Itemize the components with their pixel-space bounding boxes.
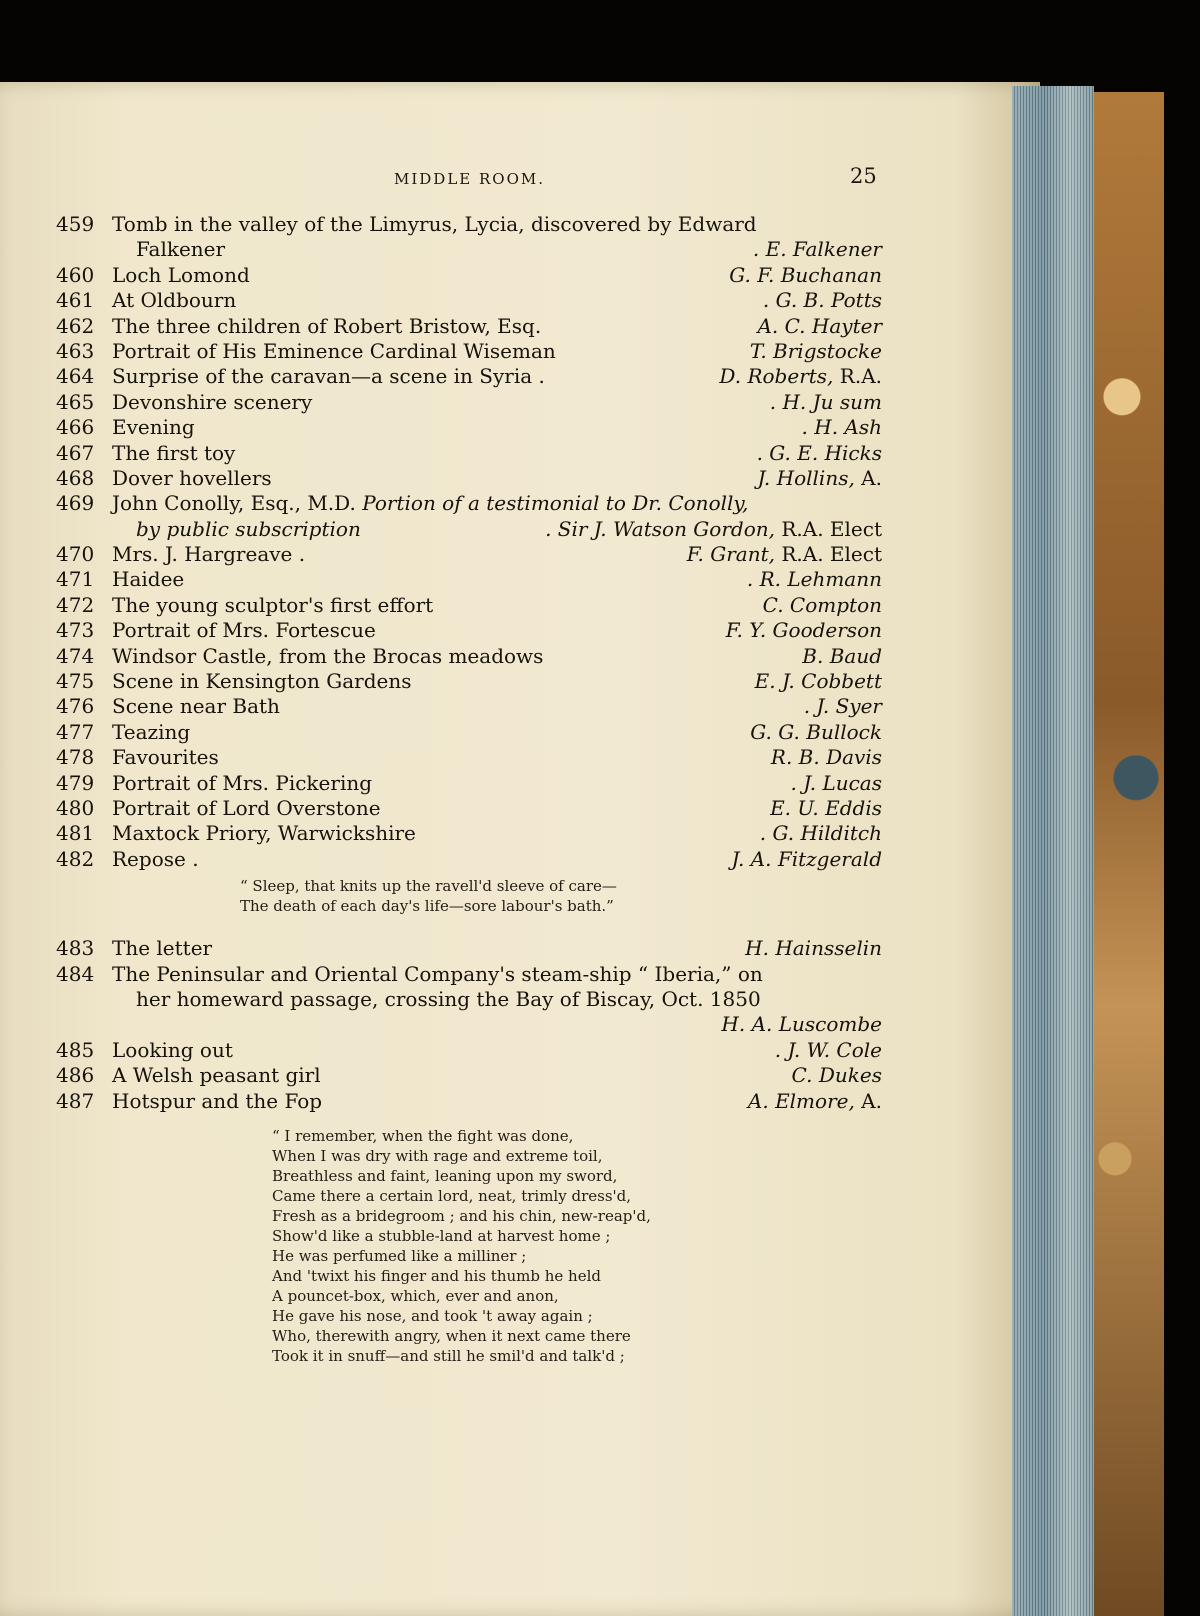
quote-line: Show'd like a stubble-land at harvest home ; bbox=[272, 1226, 611, 1245]
entry-title: Tomb in the valley of the Limyrus, Lycia, discovered by Edward bbox=[112, 212, 757, 236]
catalogue-entry bbox=[0, 390, 1040, 415]
entry-artist: G. G. Bullock bbox=[750, 719, 882, 744]
entry-line bbox=[0, 441, 1040, 466]
quote-line: Took it in snuff—and still he smil'd and talk'd ; bbox=[272, 1346, 625, 1365]
quote-line: “ I remember, when the fight was done, bbox=[272, 1126, 574, 1145]
entry-line bbox=[0, 796, 1040, 821]
entry-number: 474 bbox=[56, 643, 95, 668]
entry-title: Surprise of the caravan—a scene in Syria . bbox=[112, 364, 545, 389]
entry-number: 467 bbox=[56, 440, 95, 465]
entry-artist: H. Hainsselin bbox=[745, 936, 882, 961]
entry-number: 464 bbox=[56, 364, 95, 389]
catalogue-entry bbox=[0, 491, 1040, 542]
entry-line bbox=[0, 1012, 1040, 1037]
entry-title: Teazing bbox=[112, 719, 191, 744]
entry-title: A Welsh peasant girl bbox=[112, 1063, 321, 1088]
catalogue-entry bbox=[0, 847, 1040, 872]
entry-number: 469 bbox=[56, 491, 95, 516]
quote-line: And 'twixt his finger and his thumb he held bbox=[272, 1266, 601, 1285]
catalogue-entry bbox=[0, 466, 1040, 491]
catalogue-entry bbox=[0, 542, 1040, 567]
entry-title: The three children of Robert Bristow, Esq. bbox=[112, 313, 542, 338]
quote-line: Fresh as a bridegroom ; and his chin, new-reap'd, bbox=[272, 1206, 651, 1225]
entry-artist: G. F. Buchanan bbox=[729, 262, 882, 287]
catalogue-entry bbox=[0, 263, 1040, 288]
entry-line bbox=[0, 263, 1040, 288]
entry-title: Portrait of His Eminence Cardinal Wiseman bbox=[112, 338, 556, 363]
running-head: MIDDLE ROOM. bbox=[394, 170, 546, 188]
entry-line bbox=[0, 212, 1040, 237]
artist-suffix: A. bbox=[854, 1088, 882, 1113]
quote-line: Came there a certain lord, neat, trimly dress'd, bbox=[272, 1186, 632, 1205]
artist-suffix: R.A. bbox=[833, 364, 882, 389]
quote-line: Who, therewith angry, when it next came there bbox=[272, 1326, 631, 1345]
entry-title: Falkener bbox=[136, 237, 226, 262]
entry-title: Devonshire scenery bbox=[112, 389, 313, 414]
entry-line bbox=[0, 618, 1040, 643]
catalogue-entry bbox=[0, 415, 1040, 440]
catalogue-entry bbox=[0, 936, 1040, 961]
catalogue-entry bbox=[0, 669, 1040, 694]
entry-number: 477 bbox=[56, 719, 95, 744]
catalogue-entry bbox=[0, 745, 1040, 770]
entry-number: 459 bbox=[56, 212, 95, 236]
entry-title: Repose . bbox=[112, 846, 199, 871]
entry-artist: . G. E. Hicks bbox=[756, 440, 882, 465]
entry-title: Dover hovellers bbox=[112, 465, 272, 490]
entry-artist: H. A. Luscombe bbox=[721, 1012, 882, 1037]
entry-line bbox=[0, 644, 1040, 669]
catalogue-entry bbox=[0, 339, 1040, 364]
entry-line bbox=[0, 314, 1040, 339]
entry-number: 484 bbox=[56, 961, 95, 986]
entry-number: 486 bbox=[56, 1063, 95, 1088]
entry-artist: . J. W. Cole bbox=[774, 1037, 882, 1062]
marbled-board bbox=[1094, 92, 1164, 1616]
entry-artist: C. Dukes bbox=[791, 1063, 882, 1088]
entry-artist: R. B. Davis bbox=[770, 745, 882, 770]
entry-artist: J. A. Fitzgerald bbox=[731, 846, 882, 871]
quotation bbox=[272, 1114, 972, 1372]
catalogue-entry bbox=[0, 212, 1040, 263]
entry-line bbox=[0, 847, 1040, 872]
entry-artist: F. Y. Gooderson bbox=[725, 618, 882, 643]
quotation bbox=[240, 872, 940, 922]
entry-line bbox=[0, 542, 1040, 567]
entry-line bbox=[0, 288, 1040, 313]
entry-line bbox=[0, 517, 1040, 542]
entry-title: by public subscription bbox=[136, 516, 361, 541]
entry-title: John Conolly, Esq., M.D. Portion of a testimonial to Dr. Conolly, bbox=[112, 491, 749, 516]
entry-number: 482 bbox=[56, 846, 95, 871]
entry-title: Loch Lomond bbox=[112, 262, 250, 287]
entry-number: 473 bbox=[56, 618, 95, 643]
entry-artist: A. Elmore, A. bbox=[747, 1088, 882, 1113]
catalogue-entry bbox=[0, 364, 1040, 389]
entry-artist: F. Grant, R.A. Elect bbox=[686, 542, 882, 567]
catalogue-entry bbox=[0, 618, 1040, 643]
entry-line bbox=[0, 593, 1040, 618]
entry-title: her homeward passage, crossing the Bay of Biscay, Oct. 1850 bbox=[136, 986, 761, 1011]
entry-artist: . H. Ash bbox=[801, 415, 882, 440]
catalogue-entry bbox=[0, 567, 1040, 592]
entry-line bbox=[0, 936, 1040, 961]
entry-artist: B. Baud bbox=[802, 643, 882, 668]
catalogue-entry bbox=[0, 771, 1040, 796]
entry-title: Looking out bbox=[112, 1037, 233, 1062]
catalogue-entry bbox=[0, 314, 1040, 339]
catalogue-entry bbox=[0, 720, 1040, 745]
entry-number: 476 bbox=[56, 694, 95, 719]
entry-number: 478 bbox=[56, 745, 95, 770]
entry-number: 480 bbox=[56, 795, 95, 820]
entry-number: 475 bbox=[56, 669, 95, 694]
entry-line bbox=[0, 1038, 1040, 1063]
entry-title: The first toy bbox=[112, 440, 236, 465]
entry-line bbox=[0, 390, 1040, 415]
entry-artist: . J. Syer bbox=[803, 694, 882, 719]
entry-title: Windsor Castle, from the Brocas meadows bbox=[112, 643, 544, 668]
catalogue-entry bbox=[0, 1063, 1040, 1088]
entry-line bbox=[0, 339, 1040, 364]
entry-number: 481 bbox=[56, 821, 95, 846]
catalogue-entry bbox=[0, 644, 1040, 669]
entry-number: 479 bbox=[56, 770, 95, 795]
entry-number: 471 bbox=[56, 567, 95, 592]
catalogue-entry bbox=[0, 796, 1040, 821]
entry-title: Mrs. J. Hargreave . bbox=[112, 542, 306, 567]
entry-title: Evening bbox=[112, 415, 195, 440]
catalogue-entry bbox=[0, 821, 1040, 846]
catalogue-entry bbox=[0, 593, 1040, 618]
entry-title: At Oldbourn bbox=[112, 288, 237, 313]
entry-artist: . G. B. Potts bbox=[762, 288, 882, 313]
quote-line: He gave his nose, and took 't away again ; bbox=[272, 1306, 593, 1325]
entry-number: 472 bbox=[56, 592, 95, 617]
entry-line bbox=[0, 567, 1040, 592]
entry-number: 465 bbox=[56, 389, 95, 414]
catalogue-entry bbox=[0, 962, 1040, 1038]
entry-title: The young sculptor's first effort bbox=[112, 592, 434, 617]
quote-line: The death of each day's life—sore labour's bath.” bbox=[240, 897, 614, 916]
entry-artist: J. Hollins, A. bbox=[757, 465, 882, 490]
entry-line bbox=[0, 237, 1040, 262]
entry-artist: T. Brigstocke bbox=[749, 338, 882, 363]
entry-number: 487 bbox=[56, 1088, 95, 1113]
entry-artist: E. J. Cobbett bbox=[754, 669, 882, 694]
entry-title: Maxtock Priory, Warwickshire bbox=[112, 821, 416, 846]
entry-number: 470 bbox=[56, 542, 95, 567]
entry-line bbox=[0, 987, 1040, 1012]
entry-line bbox=[0, 669, 1040, 694]
artist-suffix: R.A. Elect bbox=[774, 542, 882, 567]
entry-title: Portrait of Mrs. Fortescue bbox=[112, 618, 376, 643]
entry-title: Favourites bbox=[112, 745, 219, 770]
entry-title: Hotspur and the Fop bbox=[112, 1088, 323, 1113]
artist-suffix: A. bbox=[854, 465, 882, 490]
artist-suffix: R.A. Elect bbox=[774, 516, 882, 541]
entry-line bbox=[0, 694, 1040, 719]
entry-subtitle: Portion of a testimonial to Dr. Conolly, bbox=[355, 491, 749, 516]
entry-artist: . Sir J. Watson Gordon, R.A. Elect bbox=[545, 516, 882, 541]
entry-artist: . G. Hilditch bbox=[759, 821, 882, 846]
entry-line bbox=[0, 1089, 1040, 1114]
catalogue-entries bbox=[0, 212, 1040, 1372]
entry-artist: E. U. Eddis bbox=[770, 795, 882, 820]
entry-line bbox=[0, 364, 1040, 389]
entry-line bbox=[0, 491, 1040, 516]
entry-artist: . H. Ju sum bbox=[769, 389, 882, 414]
catalogue-entry bbox=[0, 1038, 1040, 1063]
entry-number: 466 bbox=[56, 415, 95, 440]
entry-title: Scene in Kensington Gardens bbox=[112, 669, 412, 694]
quote-line: “ Sleep, that knits up the ravell'd sleeve of care— bbox=[240, 877, 617, 896]
catalogue-entry bbox=[0, 441, 1040, 466]
entry-line bbox=[0, 720, 1040, 745]
entry-number: 485 bbox=[56, 1037, 95, 1062]
entry-line bbox=[0, 415, 1040, 440]
quote-line: A pouncet-box, which, ever and anon, bbox=[272, 1286, 559, 1305]
catalogue-entry bbox=[0, 1089, 1040, 1114]
entry-title: The letter bbox=[112, 936, 213, 961]
page-number: 25 bbox=[850, 164, 877, 188]
quote-line: When I was dry with rage and extreme toil, bbox=[272, 1146, 603, 1165]
quote-line: Breathless and faint, leaning upon my sword, bbox=[272, 1166, 618, 1185]
entry-artist: D. Roberts, R.A. bbox=[719, 364, 882, 389]
entry-title: Scene near Bath bbox=[112, 694, 280, 719]
entry-number: 483 bbox=[56, 936, 95, 961]
quote-line: He was perfumed like a milliner ; bbox=[272, 1246, 527, 1265]
spacer bbox=[0, 922, 1040, 936]
entry-artist: A. C. Hayter bbox=[757, 313, 882, 338]
entry-artist: C. Compton bbox=[762, 592, 882, 617]
entry-number: 461 bbox=[56, 288, 95, 313]
entry-line bbox=[0, 771, 1040, 796]
entry-artist: . R. Lehmann bbox=[746, 567, 882, 592]
entry-number: 462 bbox=[56, 313, 95, 338]
entry-line bbox=[0, 821, 1040, 846]
entry-artist: . E. Falkener bbox=[752, 237, 882, 262]
entry-title: Portrait of Mrs. Pickering bbox=[112, 770, 373, 795]
entry-line bbox=[0, 466, 1040, 491]
entry-number: 468 bbox=[56, 465, 95, 490]
catalogue-entry bbox=[0, 694, 1040, 719]
entry-line bbox=[0, 1063, 1040, 1088]
catalogue-entry bbox=[0, 288, 1040, 313]
entry-title: The Peninsular and Oriental Company's steam-ship “ Iberia,” on bbox=[112, 961, 763, 986]
entry-number: 463 bbox=[56, 338, 95, 363]
entry-title: Haidee bbox=[112, 567, 185, 592]
entry-line bbox=[0, 745, 1040, 770]
entry-line bbox=[0, 962, 1040, 987]
entry-artist: . J. Lucas bbox=[790, 770, 882, 795]
entry-number: 460 bbox=[56, 262, 95, 287]
page-header bbox=[0, 162, 1040, 198]
entry-title: Portrait of Lord Overstone bbox=[112, 795, 381, 820]
